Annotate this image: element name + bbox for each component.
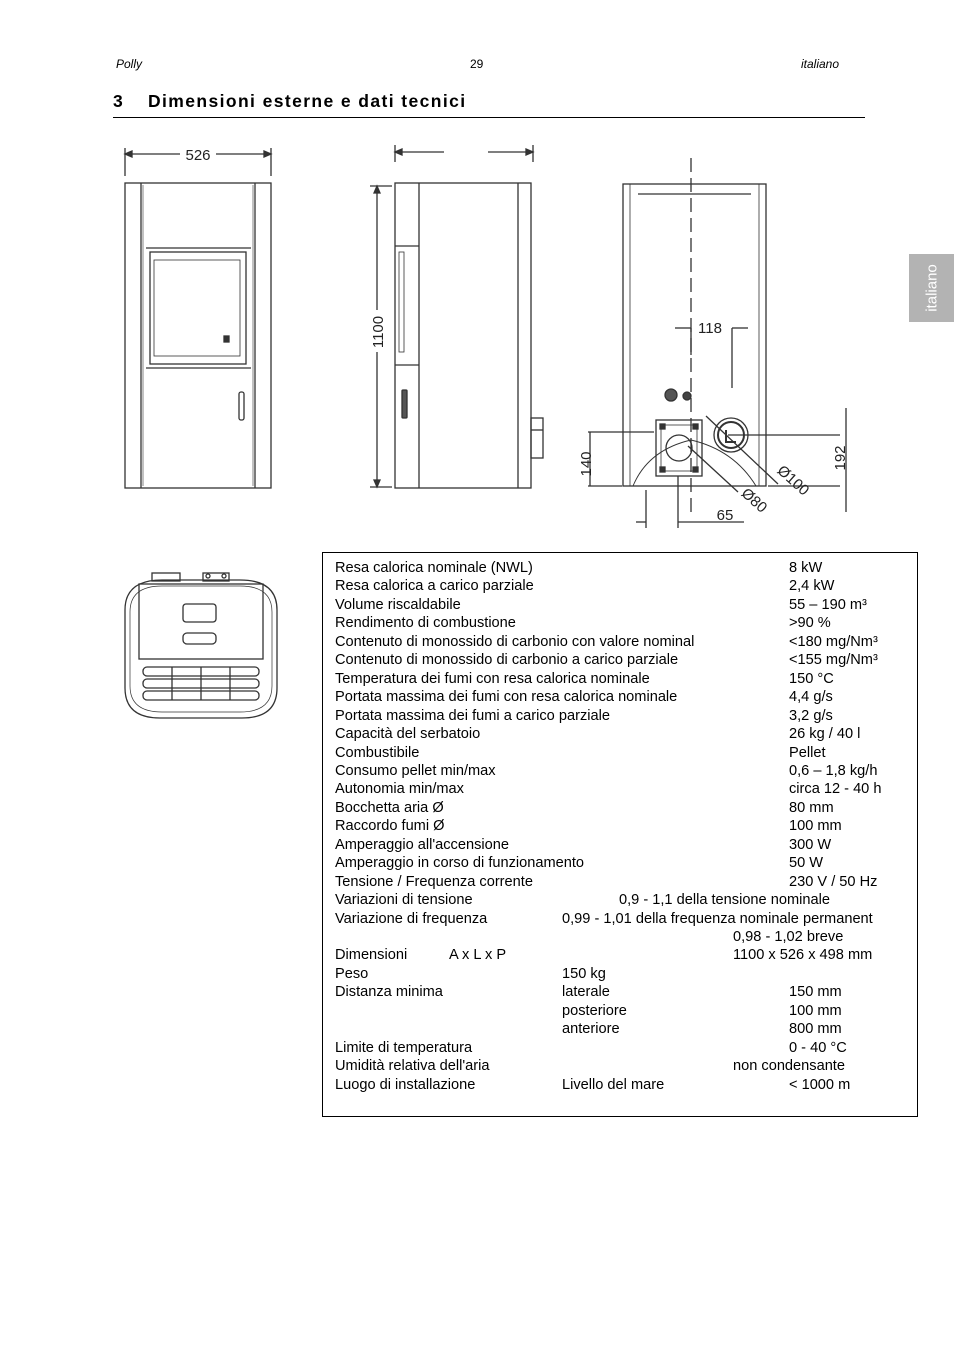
spec-detail: laterale [562, 984, 610, 1001]
spec-detail: 150 kg [562, 965, 606, 982]
spec-row [335, 744, 915, 762]
spec-value: 800 mm [789, 1021, 842, 1038]
spec-row [335, 799, 915, 817]
spec-row [335, 928, 915, 946]
spec-label: Contenuto di monossido di carbonio a carico parziale [335, 652, 679, 669]
spec-value: 50 W [789, 855, 824, 872]
spec-row [335, 965, 915, 983]
spec-label: Amperaggio in corso di funzionamento [335, 855, 585, 872]
spec-label: Portata massima dei fumi a carico parziale [335, 707, 610, 724]
spec-value: >90 % [789, 615, 831, 632]
spec-row [335, 577, 915, 595]
front-width-label: 526 [185, 147, 211, 164]
spec-value: Pellet [789, 744, 826, 761]
side-view-drawing [362, 140, 552, 500]
rear-height-192-label: 192 [832, 445, 849, 471]
spec-row [335, 614, 915, 632]
spec-value: 3,2 g/s [789, 707, 833, 724]
spec-label: Consumo pellet min/max [335, 762, 496, 779]
spec-label: Raccordo fumi Ø [335, 818, 445, 835]
front-view-drawing [112, 140, 282, 500]
spec-label: Contenuto di monossido di carbonio con valore nominal [335, 633, 695, 650]
page-number: 29 [470, 57, 484, 71]
spec-value: non condensante [733, 1058, 845, 1075]
air-inlet-diameter-label: Ø80 [737, 484, 771, 517]
spec-label: Limite di temperatura [335, 1039, 473, 1056]
spec-value: 4,4 g/s [789, 689, 833, 706]
spec-label: Dimensioni [335, 947, 408, 964]
technical-data-table [322, 552, 918, 1117]
spec-detail: posteriore [562, 1002, 627, 1019]
spec-detail: anteriore [562, 1021, 620, 1038]
spec-label: Resa calorica a carico parziale [335, 578, 534, 595]
spec-row [335, 688, 915, 706]
spec-value: 1100 x 526 x 498 mm [733, 947, 873, 964]
top-view-drawing [122, 570, 280, 722]
spec-detail: Livello del mare [562, 1076, 665, 1093]
spec-value: 300 W [789, 836, 832, 853]
header-right: italiano [801, 57, 840, 71]
spec-row [335, 873, 915, 891]
header-left: Polly [116, 57, 143, 71]
spec-value: 0,9 - 1,1 della tensione nominale [619, 892, 830, 909]
spec-label: Combustibile [335, 744, 420, 761]
spec-label: Portata massima dei fumi con resa calorica nominale [335, 689, 678, 706]
spec-label: Rendimento di combustione [335, 615, 516, 632]
spec-row [335, 1057, 915, 1075]
rear-offset-118-label: 118 [698, 320, 722, 337]
spec-row [335, 651, 915, 669]
spec-row [335, 1039, 915, 1057]
spec-value: 26 kg / 40 l [789, 726, 861, 743]
spec-row [335, 836, 915, 854]
spec-row [335, 891, 915, 909]
spec-label: Volume riscaldabile [335, 596, 461, 613]
spec-label: Bocchetta aria Ø [335, 799, 444, 816]
spec-value: <155 mg/Nm³ [789, 652, 878, 669]
section-title: Dimensioni esterne e dati tecnici [148, 91, 467, 111]
spec-value: 0,98 - 1,02 breve [733, 929, 844, 945]
height-label: 1100 [370, 315, 387, 349]
spec-label: Temperatura dei fumi con resa calorica nominale [335, 670, 650, 687]
spec-row [335, 725, 915, 743]
spec-label: Luogo di installazione [335, 1076, 476, 1093]
spec-value: 100 mm [789, 818, 842, 835]
spec-value: circa 12 - 40 h [789, 781, 882, 798]
section-heading [113, 91, 865, 118]
spec-value: 80 mm [789, 799, 834, 816]
spec-row [335, 946, 915, 964]
flue-diameter-label: Ø100 [773, 462, 813, 500]
spec-row [335, 633, 915, 651]
rear-view-drawing [578, 150, 868, 530]
section-number: 3 [113, 91, 125, 111]
spec-row [335, 910, 915, 928]
spec-label: Capacità del serbatoio [335, 726, 481, 743]
spec-value: 2,4 kW [789, 578, 835, 595]
spec-row [335, 983, 915, 1001]
spec-value: 55 – 190 m³ [789, 596, 867, 613]
spec-row [335, 1076, 915, 1094]
spec-value: 0 - 40 °C [789, 1039, 847, 1056]
spec-label: Peso [335, 965, 369, 982]
spec-label: Tensione / Frequenza corrente [335, 873, 533, 890]
spec-row [335, 559, 915, 577]
spec-label: Amperaggio all'accensione [335, 836, 509, 853]
spec-value: 8 kW [789, 560, 823, 576]
spec-value: < 1000 m [789, 1076, 851, 1093]
spec-row [335, 707, 915, 725]
spec-value: <180 mg/Nm³ [789, 633, 878, 650]
language-tab-label: italiano [923, 264, 940, 312]
spec-label: Variazione di frequenza [335, 910, 488, 927]
spec-label: Variazioni di tensione [335, 892, 473, 909]
spec-row [335, 762, 915, 780]
spec-row [335, 670, 915, 688]
spec-label: Umidità relativa dell'aria [335, 1058, 490, 1075]
spec-label: Resa calorica nominale (NWL) [335, 560, 533, 576]
spec-value: 0,6 – 1,8 kg/h [789, 762, 878, 779]
spec-detail: A x L x P [449, 947, 507, 964]
spec-row [335, 817, 915, 835]
rear-height-140-label: 140 [578, 451, 595, 477]
language-tab[interactable] [909, 254, 954, 322]
spec-row [335, 1002, 915, 1020]
spec-value: 230 V / 50 Hz [789, 873, 878, 890]
spec-label: Autonomia min/max [335, 781, 464, 798]
spec-value: 150 °C [789, 670, 834, 687]
spec-value: 150 mm [789, 984, 842, 1001]
spec-value: 100 mm [789, 1002, 842, 1019]
spec-row [335, 1020, 915, 1038]
spec-value: 0,99 - 1,01 della frequenza nominale permanent [562, 910, 873, 927]
spec-label: Distanza minima [335, 984, 443, 1001]
rear-offset-65-label: 65 [716, 507, 734, 524]
spec-row [335, 854, 915, 872]
spec-row [335, 780, 915, 798]
spec-row [335, 596, 915, 614]
